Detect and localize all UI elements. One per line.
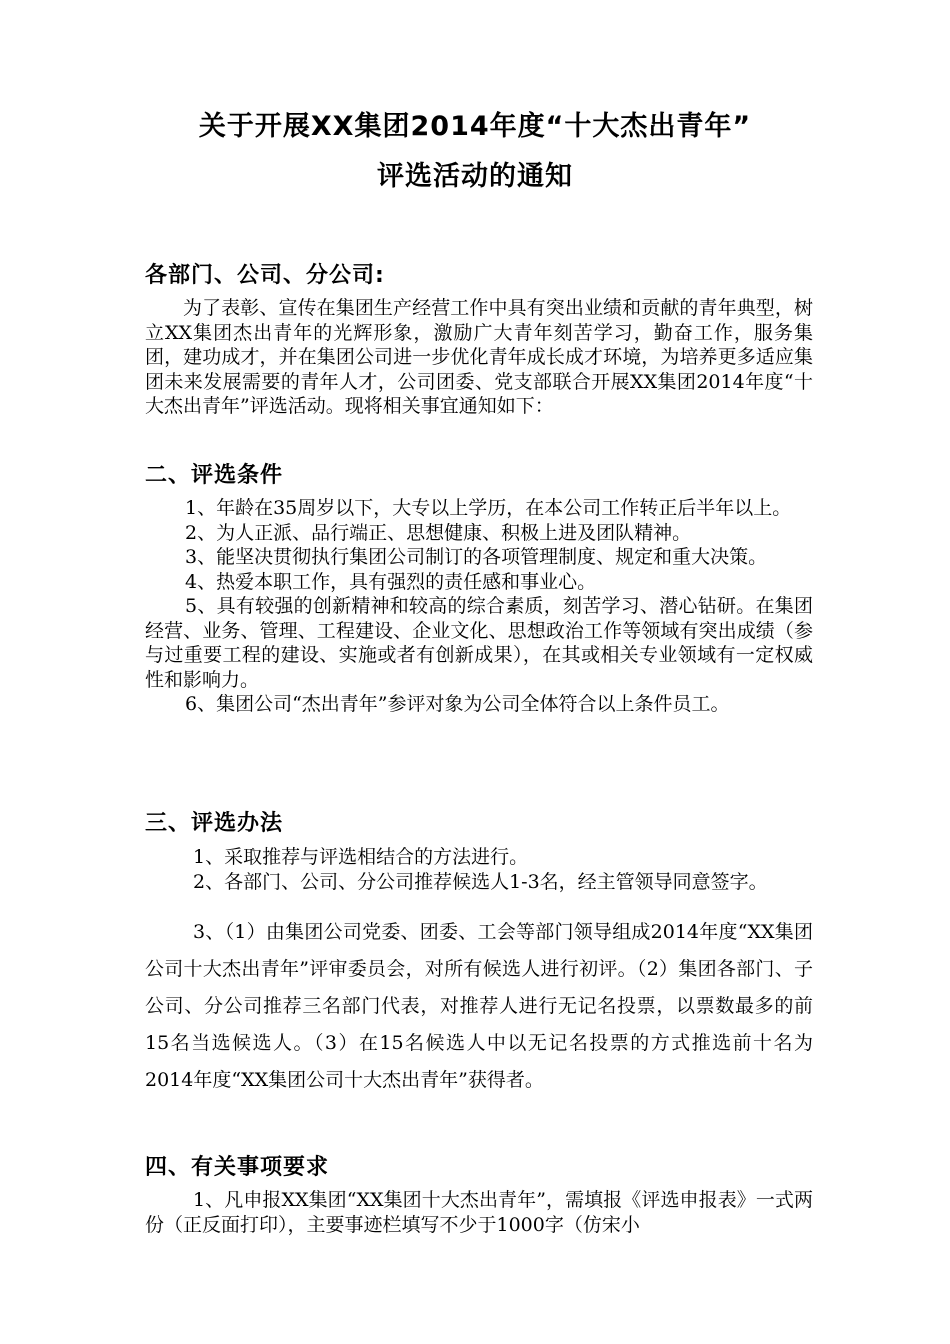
section-heading-method: 三、评选办法	[145, 811, 284, 836]
document-title-line-2: 评选活动的通知	[377, 161, 573, 192]
section-heading-criteria: 二、评选条件	[145, 463, 284, 488]
method-item-3-block	[145, 914, 813, 1099]
method-item: 2、各部门、公司、分公司推荐候选人1-3名，经主管领导同意签字。	[193, 870, 768, 893]
method-list	[145, 845, 813, 894]
criteria-item: 3、能坚决贯彻执行集团公司制订的各项管理制度、规定和重大决策。	[185, 546, 768, 568]
intro-paragraph	[145, 296, 813, 419]
intro-text: 为了表彰、宣传在集团生产经营工作中具有突出业绩和贡献的青年典型，树立XX集团杰出青年的光辉形象，激励广大青年刻苦学习，勤奋工作，服务集团，建功成才，并在集团公司进一步优化青年成长成才环境，为培养更多适应集团未来发展需要的青年人才，公司团委、党支部联合开展XX集团2014年度“十大杰出青年”评选活动。现将相关事宜通知如下：	[145, 297, 813, 417]
criteria-item: 4、热爱本职工作，具有强烈的责任感和事业心。	[185, 570, 597, 593]
criteria-item: 1、年龄在35周岁以下，大专以上学历，在本公司工作转正后半年以上。	[185, 497, 792, 519]
requirements-item: 1、凡申报XX集团“XX集团十大杰出青年”，需填报《评选申报表》一式两份（正反面打印），主要事迹栏填写不少于1000字（仿宋小	[145, 1189, 813, 1236]
criteria-item: 5、具有较强的创新精神和较高的综合素质，刻苦学习、潜心钻研。在集团经营、业务、管理、工程建设、企业文化、思想政治工作等领域有突出成绩（参与过重要工程的建设、实施或者有创新成果），在其或相关专业领域有一定权威性和影响力。	[145, 595, 813, 691]
criteria-list	[145, 496, 813, 717]
criteria-item: 2、为人正派、品行端正、思想健康、积极上进及团队精神。	[185, 521, 692, 544]
document-title-line-1: 关于开展XX集团2014年度“十大杰出青年”	[198, 111, 752, 142]
salutation: 各部门、公司、分公司:	[145, 263, 385, 288]
requirements-list	[145, 1188, 813, 1237]
section-heading-requirements: 四、有关事项要求	[145, 1155, 330, 1180]
criteria-item: 6、集团公司“杰出青年”参评对象为公司全体符合以上条件员工。	[185, 693, 730, 715]
method-item: 1、采取推荐与评选相结合的方法进行。	[193, 846, 529, 868]
method-item: 3、（1）由集团公司党委、团委、工会等部门领导组成2014年度“XX集团公司十大杰出青年”评审委员会，对所有候选人进行初评。（2）集团各部门、子公司、分公司推荐三名部门代表，对推荐人进行无记名投票，以票数最多的前15名当选候选人。（3）在15名候选人中以无记名投票的方式推选前十名为2014年度“XX集团公司十大杰出青年”获得者。	[145, 921, 813, 1091]
